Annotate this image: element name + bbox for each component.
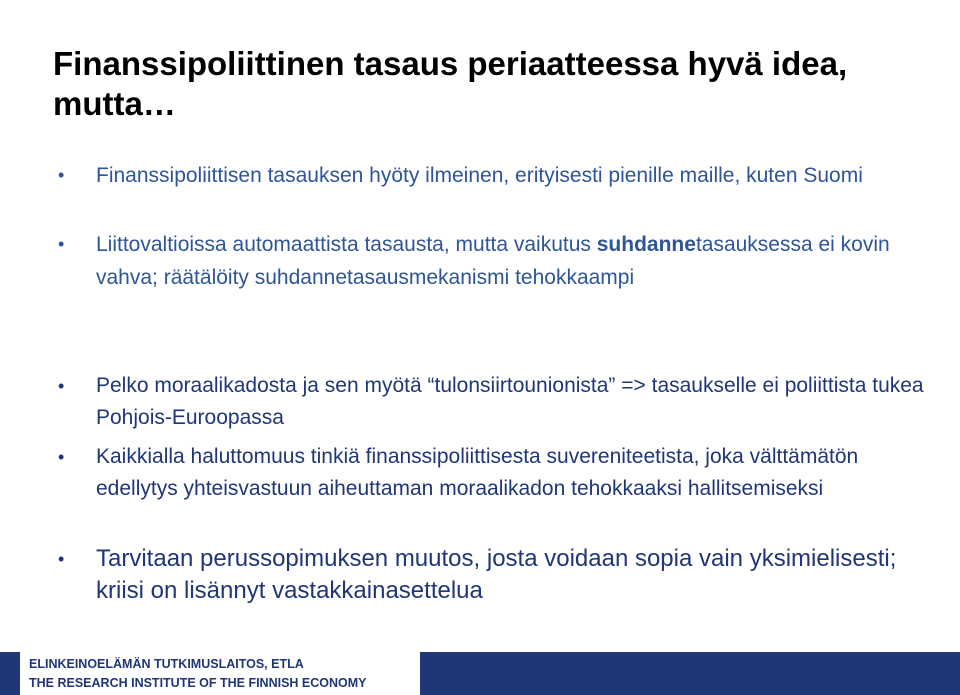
bullet-item — [58, 543, 938, 607]
bullet-symbol: • — [58, 549, 65, 569]
bullet-symbol: • — [58, 234, 65, 254]
footer-text — [29, 655, 367, 693]
bullet-symbol: • — [58, 376, 65, 396]
footer-line-institute-fi: ELINKEINOELÄMÄN TUTKIMUSLAITOS, ETLA — [29, 657, 304, 671]
bullet-text: Kaikkialla haluttomuus tinkiä finanssipoliittisesta suvereniteetista, joka välttämätön edellytys yhteisvastuun aiheuttaman moraalikadon tehokkaaksi hallitsemiseksi — [96, 445, 859, 500]
bullet-text-post: tasauksessa ei kovin vahva; räätälöity suhdannetasausmekanismi tehokkaampi — [96, 233, 890, 289]
footer-line-institute-en: THE RESEARCH INSTITUTE OF THE FINNISH ECONOMY — [29, 676, 367, 690]
bullet-text: Finanssipoliittisen tasauksen hyöty ilmeinen, erityisesti pienille maille, kuten Suomi — [96, 164, 863, 187]
footer-bar-right — [420, 652, 960, 695]
bullet-item — [58, 159, 938, 192]
bullet-item — [58, 441, 938, 505]
footer-bar-left — [0, 652, 20, 695]
bullet-text: Tarvitaan perussopimuksen muutos, josta voidaan sopia vain yksimielisesti; kriisi on lisännyt vastakkainasettelua — [96, 545, 897, 604]
slide-title: Finanssipoliittinen tasaus periaatteessa hyvä idea, mutta… — [53, 45, 848, 122]
bullet-symbol: • — [58, 447, 65, 467]
bullet-item — [58, 228, 938, 294]
bullet-item — [58, 370, 938, 434]
bullet-symbol: • — [58, 165, 65, 185]
bullet-text-pre: Liittovaltioissa automaattista tasausta, mutta vaikutus — [96, 233, 597, 256]
bullet-text-bold: suhdanne — [596, 233, 696, 256]
bullet-text: Pelko moraalikadosta ja sen myötä “tulonsiirtounionista” => tasaukselle ei poliittista tukea Pohjois-Euroopassa — [96, 374, 924, 429]
bullet-text — [96, 228, 938, 294]
